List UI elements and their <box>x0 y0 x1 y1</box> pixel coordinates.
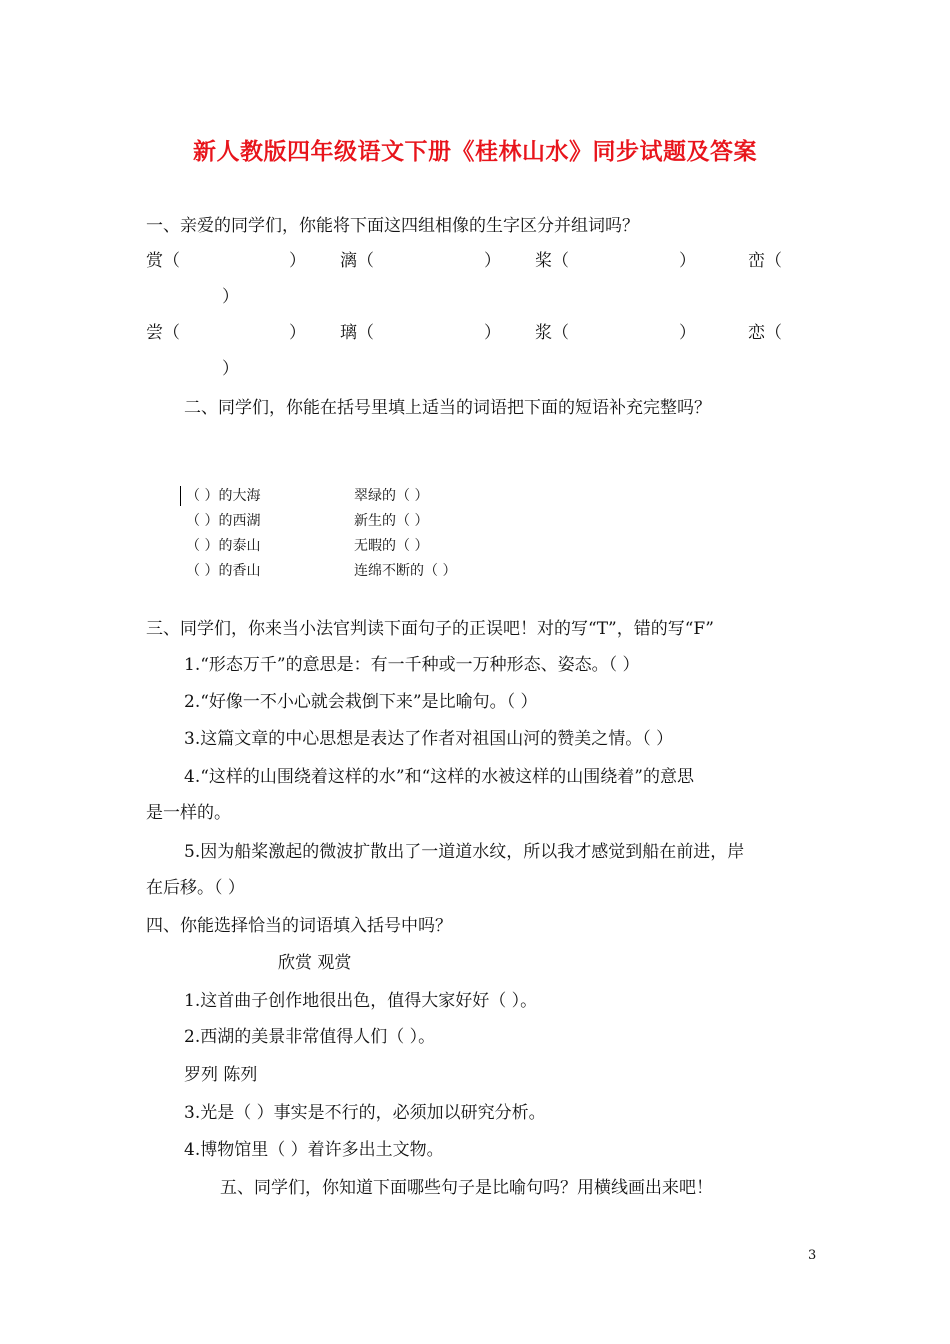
q1-char-jiang2: 浆（ <box>535 323 569 343</box>
q2-heading: 二、同学们，你能在括号里填上适当的词语把下面的短语补充完整吗？ <box>184 398 711 418</box>
q3-item-3: 3.这篇文章的中心思想是表达了作者对祖国山河的赞美之情。（ ） <box>184 729 674 749</box>
q3-heading: 三、同学们，你来当小法官判读下面句子的正误吧！对的写“T”，错的写“F” <box>146 619 714 639</box>
document-title: 新人教版四年级语文下册《桂林山水》同步试题及答案 <box>193 138 757 165</box>
q2-phrase-left: （ ）的大海 <box>186 488 261 504</box>
q4-item-4: 4.博物馆里（ ）着许多出土文物。 <box>184 1140 444 1160</box>
q1-paren-close: ） <box>679 251 696 271</box>
q1-paren-close: ） <box>679 323 696 343</box>
q4-heading: 四、你能选择恰当的词语填入括号中吗？ <box>146 916 452 936</box>
q3-item-2: 2.“好像一不小心就会栽倒下来”是比喻句。（ ） <box>184 692 538 712</box>
q1-char-li: 漓（ <box>340 251 374 271</box>
q1-char-li2: 璃（ <box>340 323 374 343</box>
q2-phrase-right: 新生的（ ） <box>354 513 429 529</box>
q1-char-luan: 峦（ <box>748 251 782 271</box>
q1-paren-close: ） <box>289 251 306 271</box>
q5-heading: 五、同学们，你知道下面哪些句子是比喻句吗？用横线画出来吧！ <box>220 1178 713 1198</box>
q3-item-5: 5.因为船桨激起的微波扩散出了一道道水纹，所以我才感觉到船在前进，岸 <box>184 842 745 862</box>
q4-item-2: 2.西湖的美景非常值得人们（ ）。 <box>184 1027 436 1047</box>
q4-item-1: 1.这首曲子创作地很出色，值得大家好好（ ）。 <box>184 991 538 1011</box>
q1-paren-close: ） <box>484 323 501 343</box>
q2-phrase-left: （ ）的泰山 <box>186 538 261 554</box>
text-cursor <box>180 486 181 506</box>
q2-phrase-right: 连绵不断的（ ） <box>354 563 457 579</box>
q1-char-lian: 恋（ <box>748 323 782 343</box>
q4-word-choices: 欣赏 观赏 <box>278 953 352 973</box>
q3-item-1: 1.“形态万千”的意思是：有一千种或一万种形态、姿态。（ ） <box>184 655 640 675</box>
q1-char-shang: 赏（ <box>146 251 180 271</box>
q3-item-4: 4.“这样的山围绕着这样的水”和“这样的水被这样的山围绕着”的意思 <box>184 767 694 787</box>
q2-phrase-left: （ ）的西湖 <box>186 513 261 529</box>
q2-phrase-right: 翠绿的（ ） <box>354 488 429 504</box>
q1-char-jiang: 桨（ <box>535 251 569 271</box>
page-number: 3 <box>808 1248 817 1263</box>
q2-phrase-left: （ ）的香山 <box>186 563 261 579</box>
q1-paren-close: ） <box>222 359 239 379</box>
q3-item-5-cont: 在后移。（ ） <box>146 878 245 898</box>
q2-phrase-right: 无暇的（ ） <box>354 538 429 554</box>
q1-paren-close: ） <box>222 287 239 307</box>
q2-phrase-image <box>180 486 500 586</box>
q3-item-4-cont: 是一样的。 <box>146 803 231 823</box>
q1-heading: 一、亲爱的同学们，你能将下面这四组相像的生字区分并组词吗？ <box>146 216 639 236</box>
q1-char-chang: 尝（ <box>146 323 180 343</box>
q4-word-choices: 罗列 陈列 <box>184 1065 258 1085</box>
q1-paren-close: ） <box>289 323 306 343</box>
q1-paren-close: ） <box>484 251 501 271</box>
q4-item-3: 3.光是（ ）事实是不行的，必须加以研究分析。 <box>184 1103 546 1123</box>
